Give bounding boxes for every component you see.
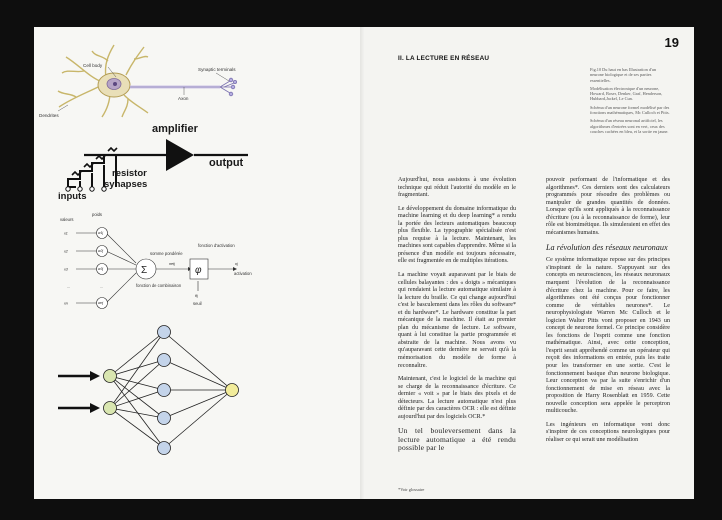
output-label: output <box>209 157 244 169</box>
hidden-node <box>158 384 171 397</box>
caption-paragraph: Schéma d'un neurone formel modélisé par des fonctions mathématiques, Mc Culloch et Pitts. <box>590 104 670 116</box>
body-paragraph: La machine voyait auparavant par le biais de cellules balayantes : des « doigts » mécaniques qui rendaient la lecture automatique similaire à la lecture du braille. Ce qui change aujourd'hui c'est le basculement dans les rôles du software* et du hardware*. Le hardware constitue la part mécanique de la machine. Il était au premier plan du mécanisme de lecture. Le software, quant à lui constitue la partie programmée et abstraite de la machine. Nous avons vu qu'auparavant cette dernière ne servait qu'à la mémorisation du modèle de forme à reconnaître. <box>398 272 516 369</box>
network-connection <box>164 390 232 418</box>
input-node <box>104 370 117 383</box>
input-x1: x1 <box>64 231 68 236</box>
weight-w2j: w2j <box>98 249 104 254</box>
neuron-illustration <box>44 37 244 119</box>
caption-paragraph: Modélisation électronique d'un neurone, Howard, Boser, Denker, Graf, Henderson, Hubbard,Jackel, Le Cun. <box>590 85 663 102</box>
valeurs-label: valeurs <box>60 217 74 222</box>
subheading: La révolution des réseaux neuronaux <box>546 243 668 253</box>
network-connection <box>164 360 232 390</box>
synaptic-terminals-label: Synaptic terminals <box>198 67 236 72</box>
body-paragraph: Aujourd'hui, nous assistons à une évolution technique qui réduit l'autorité du modèle en le fragmentant. <box>398 177 516 199</box>
input-x3: x3 <box>64 267 68 272</box>
phi-symbol: φ <box>195 265 202 276</box>
input-ellipsis: ... <box>67 285 70 289</box>
text-column-left <box>398 177 516 459</box>
network-connection <box>164 390 232 448</box>
theta-j: θj <box>195 294 198 298</box>
somme-ponderee-label: somme pondérée <box>150 251 183 256</box>
o-j: oj <box>235 262 238 266</box>
weight-wnj: wnj <box>98 301 104 306</box>
synapses-label: synapses <box>104 179 148 190</box>
resistor-zigzags <box>72 148 117 175</box>
activation-label: activation <box>234 271 252 276</box>
weight-ellipsis: ... <box>100 285 103 289</box>
caption-paragraph: Schéma d'un réseau neuronal artificiel, les algorithmes d'entrées sont en vert, ceux des couches cachées en bleu, et la sortie en jaune. <box>590 118 669 134</box>
hidden-node <box>158 326 171 339</box>
figure-caption <box>590 67 670 137</box>
axon-label: Axon <box>178 96 189 101</box>
body-paragraph: Maintenant, c'est le logiciel de la machine qui se charge de la reconnaissance d'écriture. Ce dernier « voit » par le biais des pixels et de détecteurs. La lecture automatique n'est plus définie par des caractères OCR : elle est définie aujourd'hui par des logiciels OCR.* <box>398 376 516 420</box>
caption-paragraph: Fig.10 Du haut en bas Illustration d'un neurone biologique et de ses parties essentielles. <box>590 67 657 83</box>
input-arrow-head <box>90 371 100 381</box>
net-j: netj <box>169 262 175 266</box>
network-connection <box>164 332 232 390</box>
network-connection <box>110 376 164 390</box>
footnote: *Voir glossaire <box>398 487 425 492</box>
body-paragraph: Ce système informatique repose sur des principes s'inspirant de la nature. S'appuyant sur des concepts en neurosciences, les réseaux neuronaux marquent l'évolution de la reconnaissance d'écriture chez la machine. Pour ce faire, les algorithmes ont été conçus pour fonctionner comme de véritables neurones*. Le neurophysiologiste Warren Mc Culloch et le logicien Walter Pitts vont proposer en 1943 un concept de neurone formel. Ce principe considère les fonctions de l'esprit comme une fonction mathématique. Ainsi, avec cette conception, l'esprit serait appréhendé comme un opérateur qui reçoit des informations en entrée, puis les traite pour les transformer en une sortie. C'est le fonctionnement basique d'un neurone biologique. Leur conception va par la suite s'enrichir d'un fonctionnement de mise en réseau avec la proposition de Harry Rosenblatt en 1959. Cette nouvelle conception sera appelée le perceptron multicouche. <box>546 257 670 415</box>
inputs-label: inputs <box>58 191 87 202</box>
body-paragraph-large: Un tel bouleversement dans la lecture automatique a été rendu possible par le <box>398 426 516 453</box>
formal-neuron-diagram <box>38 212 268 317</box>
text-column-right <box>546 177 670 451</box>
body-paragraph: pouvoir performant de l'informatique et des algorithmes*. Ces derniers sont des calculateurs programmés pour résoudre des problèmes ou manipuler de grandes quantités de données. Lorsque qu'ils sont appliqués à la reconnaissance d'écriture (ou à la reconnaissance de forme), leur rôle est biomimétique. Ils simuleraient en effet des mécanismes humains. <box>546 177 670 236</box>
output-node <box>226 384 239 397</box>
page-number: 19 <box>664 35 679 50</box>
left-page <box>34 27 364 499</box>
network-connection <box>110 408 164 418</box>
fonction-combinaison-label: fonction de combinaison <box>136 283 182 288</box>
hidden-node <box>158 412 171 425</box>
input-xn: xn <box>64 301 68 306</box>
dendrites-label: Dendrites <box>39 113 59 118</box>
weight-w3j: w3j <box>98 267 104 272</box>
fonction-activation-label: fonction d'activation <box>198 243 235 248</box>
neural-network-diagram <box>52 314 252 494</box>
input-x2: x2 <box>64 249 68 254</box>
cell-body-label: Cell body <box>83 63 103 68</box>
sigma-symbol: Σ <box>141 265 148 276</box>
seuil-label: seuil <box>193 301 202 306</box>
network-connection <box>110 390 164 408</box>
body-paragraph: Le développement du domaine informatique du machine learning et du deep learning* a rendu la portée des lecteurs automatiques beaucoup plus flexible. La typographie spécialisée n'est plus requise à la lecture. Maintenant, les machines sont capables d'apprendre. Même si la présence d'un modèle est toujours nécessaire, elle est fragmentée en de multiples itérations. <box>398 205 516 265</box>
input-node <box>104 402 117 415</box>
amplifier-label: amplifier <box>152 123 198 135</box>
body-paragraph: Les ingénieurs en informatique vont donc s'inspirer de ces conceptions neurologiques pour réaliser ce qui serait une modélisation <box>546 421 670 443</box>
network-connection <box>110 360 164 408</box>
hidden-node <box>158 354 171 367</box>
input-arrow-head <box>90 403 100 413</box>
right-page <box>364 27 694 499</box>
weight-w1j: w1j <box>98 231 104 236</box>
hidden-node <box>158 442 171 455</box>
poids-label: poids <box>92 212 103 217</box>
resistor-label: resistor <box>112 168 147 179</box>
network-connection <box>110 408 164 448</box>
section-title: II. LA LECTURE EN RÉSEAU <box>398 55 490 62</box>
network-connection <box>110 360 164 376</box>
